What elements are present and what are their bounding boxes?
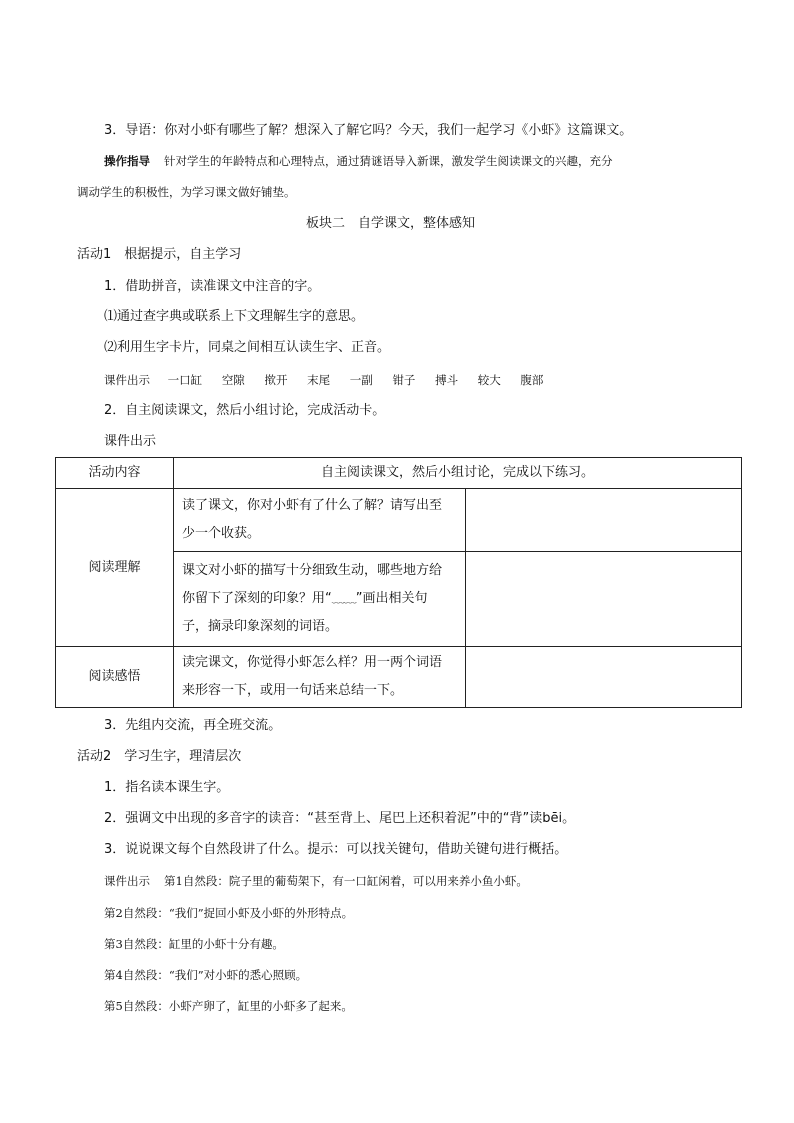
question-3-line2: 来形容一下，或用一句话来总结一下。 bbox=[182, 683, 404, 698]
guide-text-line2: 调动学生的积极性，为学习课文做好铺垫。 bbox=[77, 185, 296, 199]
table-header-row bbox=[56, 458, 742, 489]
paragraph-summary-2: 第2自然段：“我们”捉回小虾及小虾的外形特点。 bbox=[104, 906, 354, 920]
section-title: 板块二 自学课文，整体感知 bbox=[306, 216, 476, 231]
question-2-line3: 子，摘录印象深刻的词语。 bbox=[182, 619, 339, 634]
question-2-line2-a: 你留下了深刻的印象？用“ bbox=[182, 591, 332, 606]
table-row bbox=[56, 489, 742, 552]
kejian-para-1 bbox=[104, 871, 528, 891]
vocab-word: 一副 bbox=[349, 373, 373, 387]
guide-text-line1: 针对学生的年龄特点和心理特点，通过猜谜语导入新课，激发学生阅读课文的兴趣，充分 bbox=[164, 154, 613, 168]
category-reading-reflection: 阅读感悟 bbox=[56, 647, 174, 708]
activity2-item-1: 1．指名读本课生字。 bbox=[104, 780, 230, 795]
answer-cell-2[interactable] bbox=[466, 552, 742, 647]
activity1-title: 活动1 根据提示，自主学习 bbox=[77, 247, 242, 262]
question-2-line1: 课文对小虾的描写十分细致生动，哪些地方给 bbox=[182, 563, 443, 578]
kejian-label-3: 课件出示 bbox=[104, 874, 150, 888]
question-2 bbox=[174, 552, 466, 647]
vocab-word: 较大 bbox=[477, 373, 501, 387]
vocab-word: 空隙 bbox=[221, 373, 245, 387]
answer-cell-1[interactable] bbox=[466, 489, 742, 552]
activity2-title: 活动2 学习生字，理清层次 bbox=[77, 749, 242, 764]
vocab-word: 腹部 bbox=[520, 373, 544, 387]
question-1-line2: 少一个收获。 bbox=[182, 526, 261, 541]
table-row bbox=[56, 647, 742, 708]
paragraph-summary-1: 第1自然段：院子里的葡萄架下，有一口缸闲着，可以用来养小鱼小虾。 bbox=[164, 874, 528, 888]
intro-item-3: 3．导语：你对小虾有哪些了解？想深入了解它吗？今天，我们一起学习《小虾》这篇课文。 bbox=[104, 123, 633, 138]
vocab-word: 钳子 bbox=[392, 373, 416, 387]
question-1 bbox=[174, 489, 466, 552]
question-2-line2 bbox=[182, 585, 457, 613]
vocab-word: 一口缸 bbox=[167, 373, 203, 387]
question-2-line2-b: ”画出相关句 bbox=[355, 591, 428, 606]
activity1-sub-2: ⑵利用生字卡片，同桌之间相互认读生字、正音。 bbox=[104, 340, 391, 355]
kejian-label: 课件出示 bbox=[104, 373, 150, 387]
guide-label: 操作指导 bbox=[104, 154, 150, 168]
wavy-underline-mark: ﹏﹏ bbox=[331, 591, 356, 606]
activity2-item-2: 2．强调文中出现的多音字的读音：“甚至背上、尾巴上还积着泥”中的“背”读bēi。 bbox=[104, 811, 576, 826]
paragraph-summary-4: 第4自然段：“我们”对小虾的悉心照顾。 bbox=[104, 968, 308, 982]
header-activity-content: 活动内容 bbox=[56, 458, 174, 489]
category-reading-comprehension: 阅读理解 bbox=[56, 489, 174, 647]
kejian-words-row bbox=[104, 370, 559, 390]
activity1-item-2: 2．自主阅读课文，然后小组讨论，完成活动卡。 bbox=[104, 403, 386, 418]
question-3-line1: 读完课文，你觉得小虾怎么样？用一两个词语 bbox=[182, 655, 443, 670]
activity1-item-1: 1．借助拼音，读准课文中注音的字。 bbox=[104, 279, 321, 294]
activity1-sub-1: ⑴通过查字典或联系上下文理解生字的意思。 bbox=[104, 309, 365, 324]
after-table-item-3: 3．先组内交流，再全班交流。 bbox=[104, 718, 282, 733]
vocab-word: 搏斗 bbox=[435, 373, 459, 387]
header-instruction: 自主阅读课文，然后小组讨论，完成以下练习。 bbox=[174, 458, 742, 489]
answer-cell-3[interactable] bbox=[466, 647, 742, 708]
guide-paragraph bbox=[104, 151, 613, 171]
paragraph-summary-3: 第3自然段：缸里的小虾十分有趣。 bbox=[104, 937, 284, 951]
vocab-word: 末尾 bbox=[307, 373, 331, 387]
vocab-word: 揿开 bbox=[264, 373, 288, 387]
activity2-item-3: 3．说说课文每个自然段讲了什么。提示：可以找关键句，借助关键句进行概括。 bbox=[104, 842, 568, 857]
paragraph-summary-5: 第5自然段：小虾产卵了，缸里的小虾多了起来。 bbox=[104, 999, 353, 1013]
question-1-line1: 读了课文，你对小虾有了什么了解？请写出至 bbox=[182, 498, 443, 513]
kejian-label-2: 课件出示 bbox=[104, 434, 157, 449]
question-3 bbox=[174, 647, 466, 708]
activity-card-table bbox=[55, 457, 742, 708]
